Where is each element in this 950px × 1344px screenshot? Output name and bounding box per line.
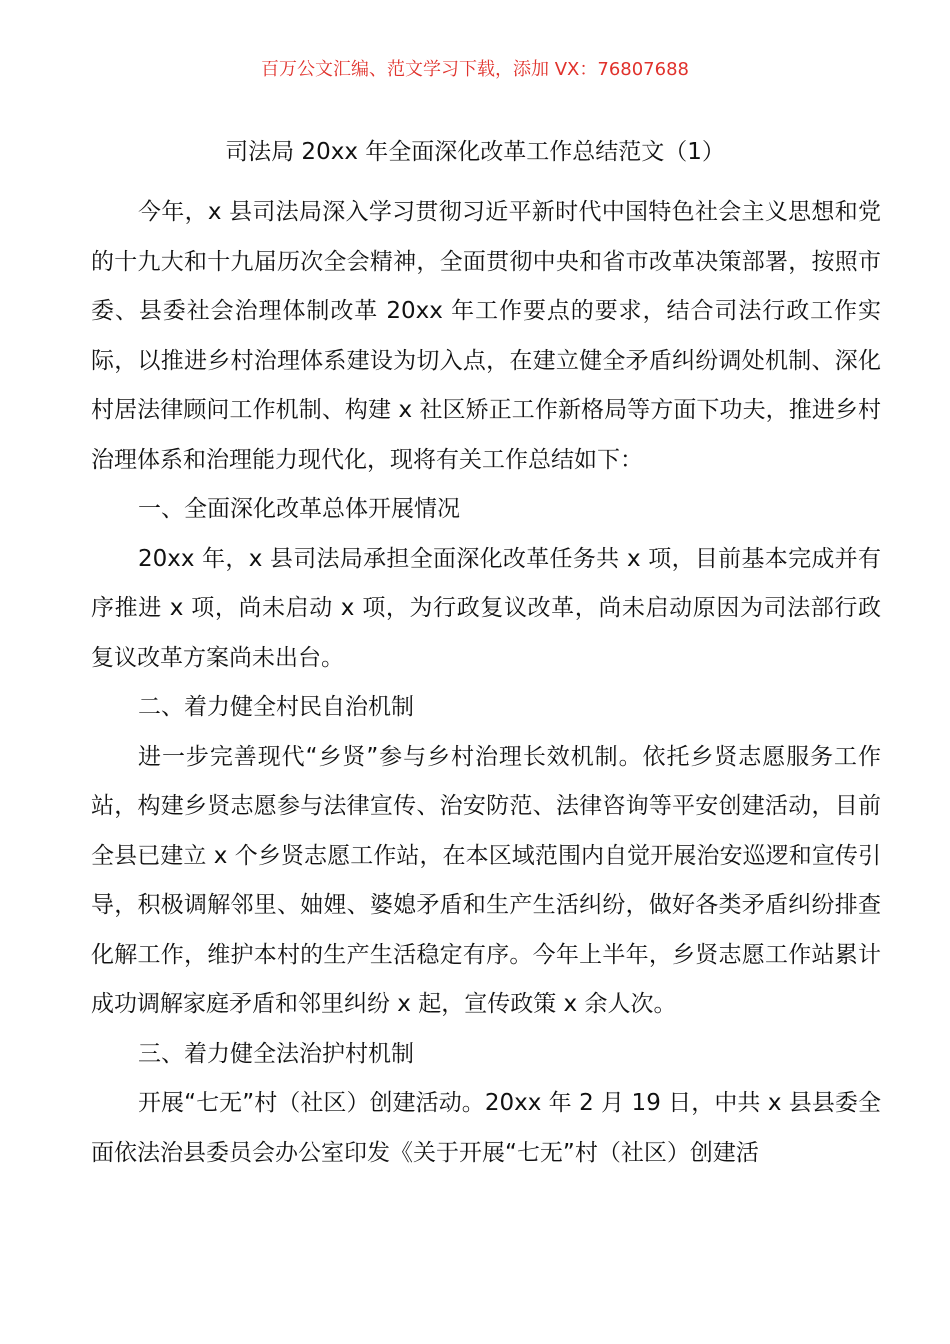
document-body xyxy=(91,188,881,1178)
section-body-2: 进一步完善现代“乡贤”参与乡村治理长效机制。依托乡贤志愿服务工作站，构建乡贤志愿参与法律宣传、治安防范、法律咨询等平安创建活动，目前全县已建立 x 个乡贤志愿工作站，在本区域范围内自觉开展治安巡逻和宣传引导，积极调解邻里、妯娌、婆媳矛盾和生产生活纠纷，做好各类矛盾纠纷排查化解工作，维护本村的生产生活稳定有序。今年上半年，乡贤志愿工作站累计成功调解家庭矛盾和邻里纠纷 x 起，宣传政策 x 余人次。 xyxy=(91,743,881,1017)
section-body-3: 开展“七无”村（社区）创建活动。20xx 年 2 月 19 日，中共 x 县县委全面依法治县委员会办公室印发《关于开展“七无”村（社区）创建活 xyxy=(91,1090,881,1166)
watermark-header: 百万公文汇编、范文学习下载，添加 VX：76807688 xyxy=(261,59,689,80)
section-heading-3: 三、着力健全法治护村机制 xyxy=(138,1040,414,1067)
section-body-1: 20xx 年，x 县司法局承担全面深化改革任务共 x 项，目前基本完成并有序推进 x 项，尚未启动 x 项，为行政复议改革，尚未启动原因为司法部行政复议改革方案尚未出台。 xyxy=(91,545,881,671)
intro-paragraph: 今年，x 县司法局深入学习贯彻习近平新时代中国特色社会主义思想和党的十九大和十九届历次全会精神，全面贯彻中央和省市改革决策部署，按照市委、县委社会治理体制改革 20xx 年工作要点的要求，结合司法行政工作实际，以推进乡村治理体系建设为切入点，在建立健全矛盾纠纷调处机制、深化村居法律顾问工作机制、构建 x 社区矫正工作新格局等方面下功夫，推进乡村治理体系和治理能力现代化，现将有关工作总结如下： xyxy=(91,199,881,473)
section-heading-2: 二、着力健全村民自治机制 xyxy=(138,694,414,720)
section-heading-1: 一、全面深化改革总体开展情况 xyxy=(138,496,460,522)
document-title: 司法局 20xx 年全面深化改革工作总结范文（1） xyxy=(225,139,725,165)
